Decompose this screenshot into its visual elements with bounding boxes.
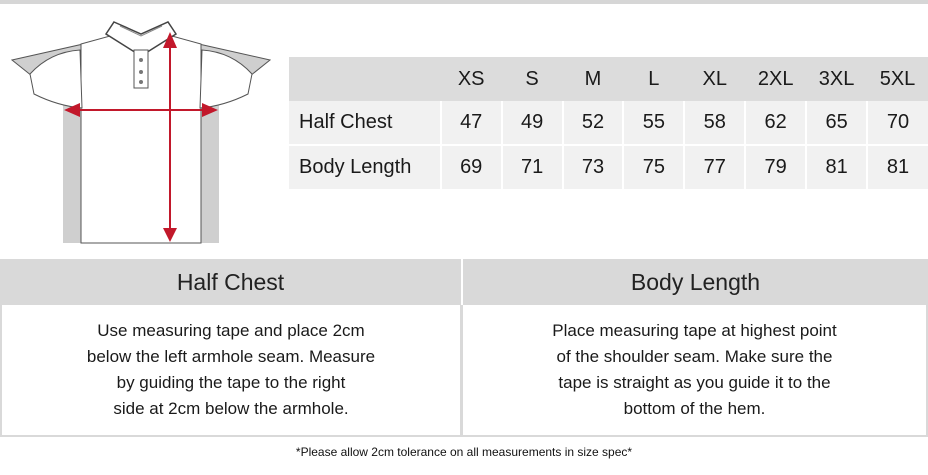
half-chest-heading: Half Chest [0,259,461,305]
left-side-panel [63,100,81,243]
button [139,70,143,74]
table-cell: 81 [867,145,928,189]
size-header-3xl: 3XL [806,57,867,101]
right-side-panel [201,100,219,243]
table-cell: 58 [684,101,745,145]
table-row-half-chest [289,101,928,145]
size-header-l: L [623,57,684,101]
table-cell: 52 [563,101,624,145]
table-cell: 65 [806,101,867,145]
table-cell: 62 [745,101,806,145]
table-cell: 70 [886,111,910,133]
button [139,58,143,62]
table-cell: 47 [441,101,502,145]
table-cell: 71 [502,145,563,189]
size-header-xs: XS [441,57,502,101]
size-header-xl: XL [684,57,745,101]
table-cell: 55 [623,101,684,145]
table-cell: 73 [563,145,624,189]
tolerance-footnote: *Please allow 2cm tolerance on all measurements in size spec* [295,445,633,459]
polo-shirt-diagram [10,14,272,246]
half-chest-instructions: Use measuring tape and place 2cm below the left armhole seam. Measure by guiding the tape to the right side at 2cm below the armhole. [0,305,462,437]
table-cell: 75 [623,145,684,189]
table-cell: 77 [684,145,745,189]
row-label: Body Length [289,145,441,189]
table-row-body-length [289,145,928,189]
table-cell: 79 [745,145,806,189]
measuring-guide [0,259,928,439]
size-header-m: M [563,57,624,101]
body-length-heading: Body Length [463,259,928,305]
header-blank-cell [289,57,441,101]
size-header-s: S [502,57,563,101]
size-header-row [289,57,928,101]
body-length-instructions: Place measuring tape at highest point of the shoulder seam. Make sure the tape is straight as you guide it to the bottom of the hem. [461,305,928,437]
table-cell: 69 [441,145,502,189]
table-cell: 49 [502,101,563,145]
row-label: Half Chest [289,101,441,145]
size-header-2xl: 2XL [745,57,806,101]
table-cell: 81 [806,145,867,189]
top-divider [0,0,928,4]
size-chart-table [289,57,928,189]
button [139,80,143,84]
size-header-5xl: 5XL [867,57,928,101]
